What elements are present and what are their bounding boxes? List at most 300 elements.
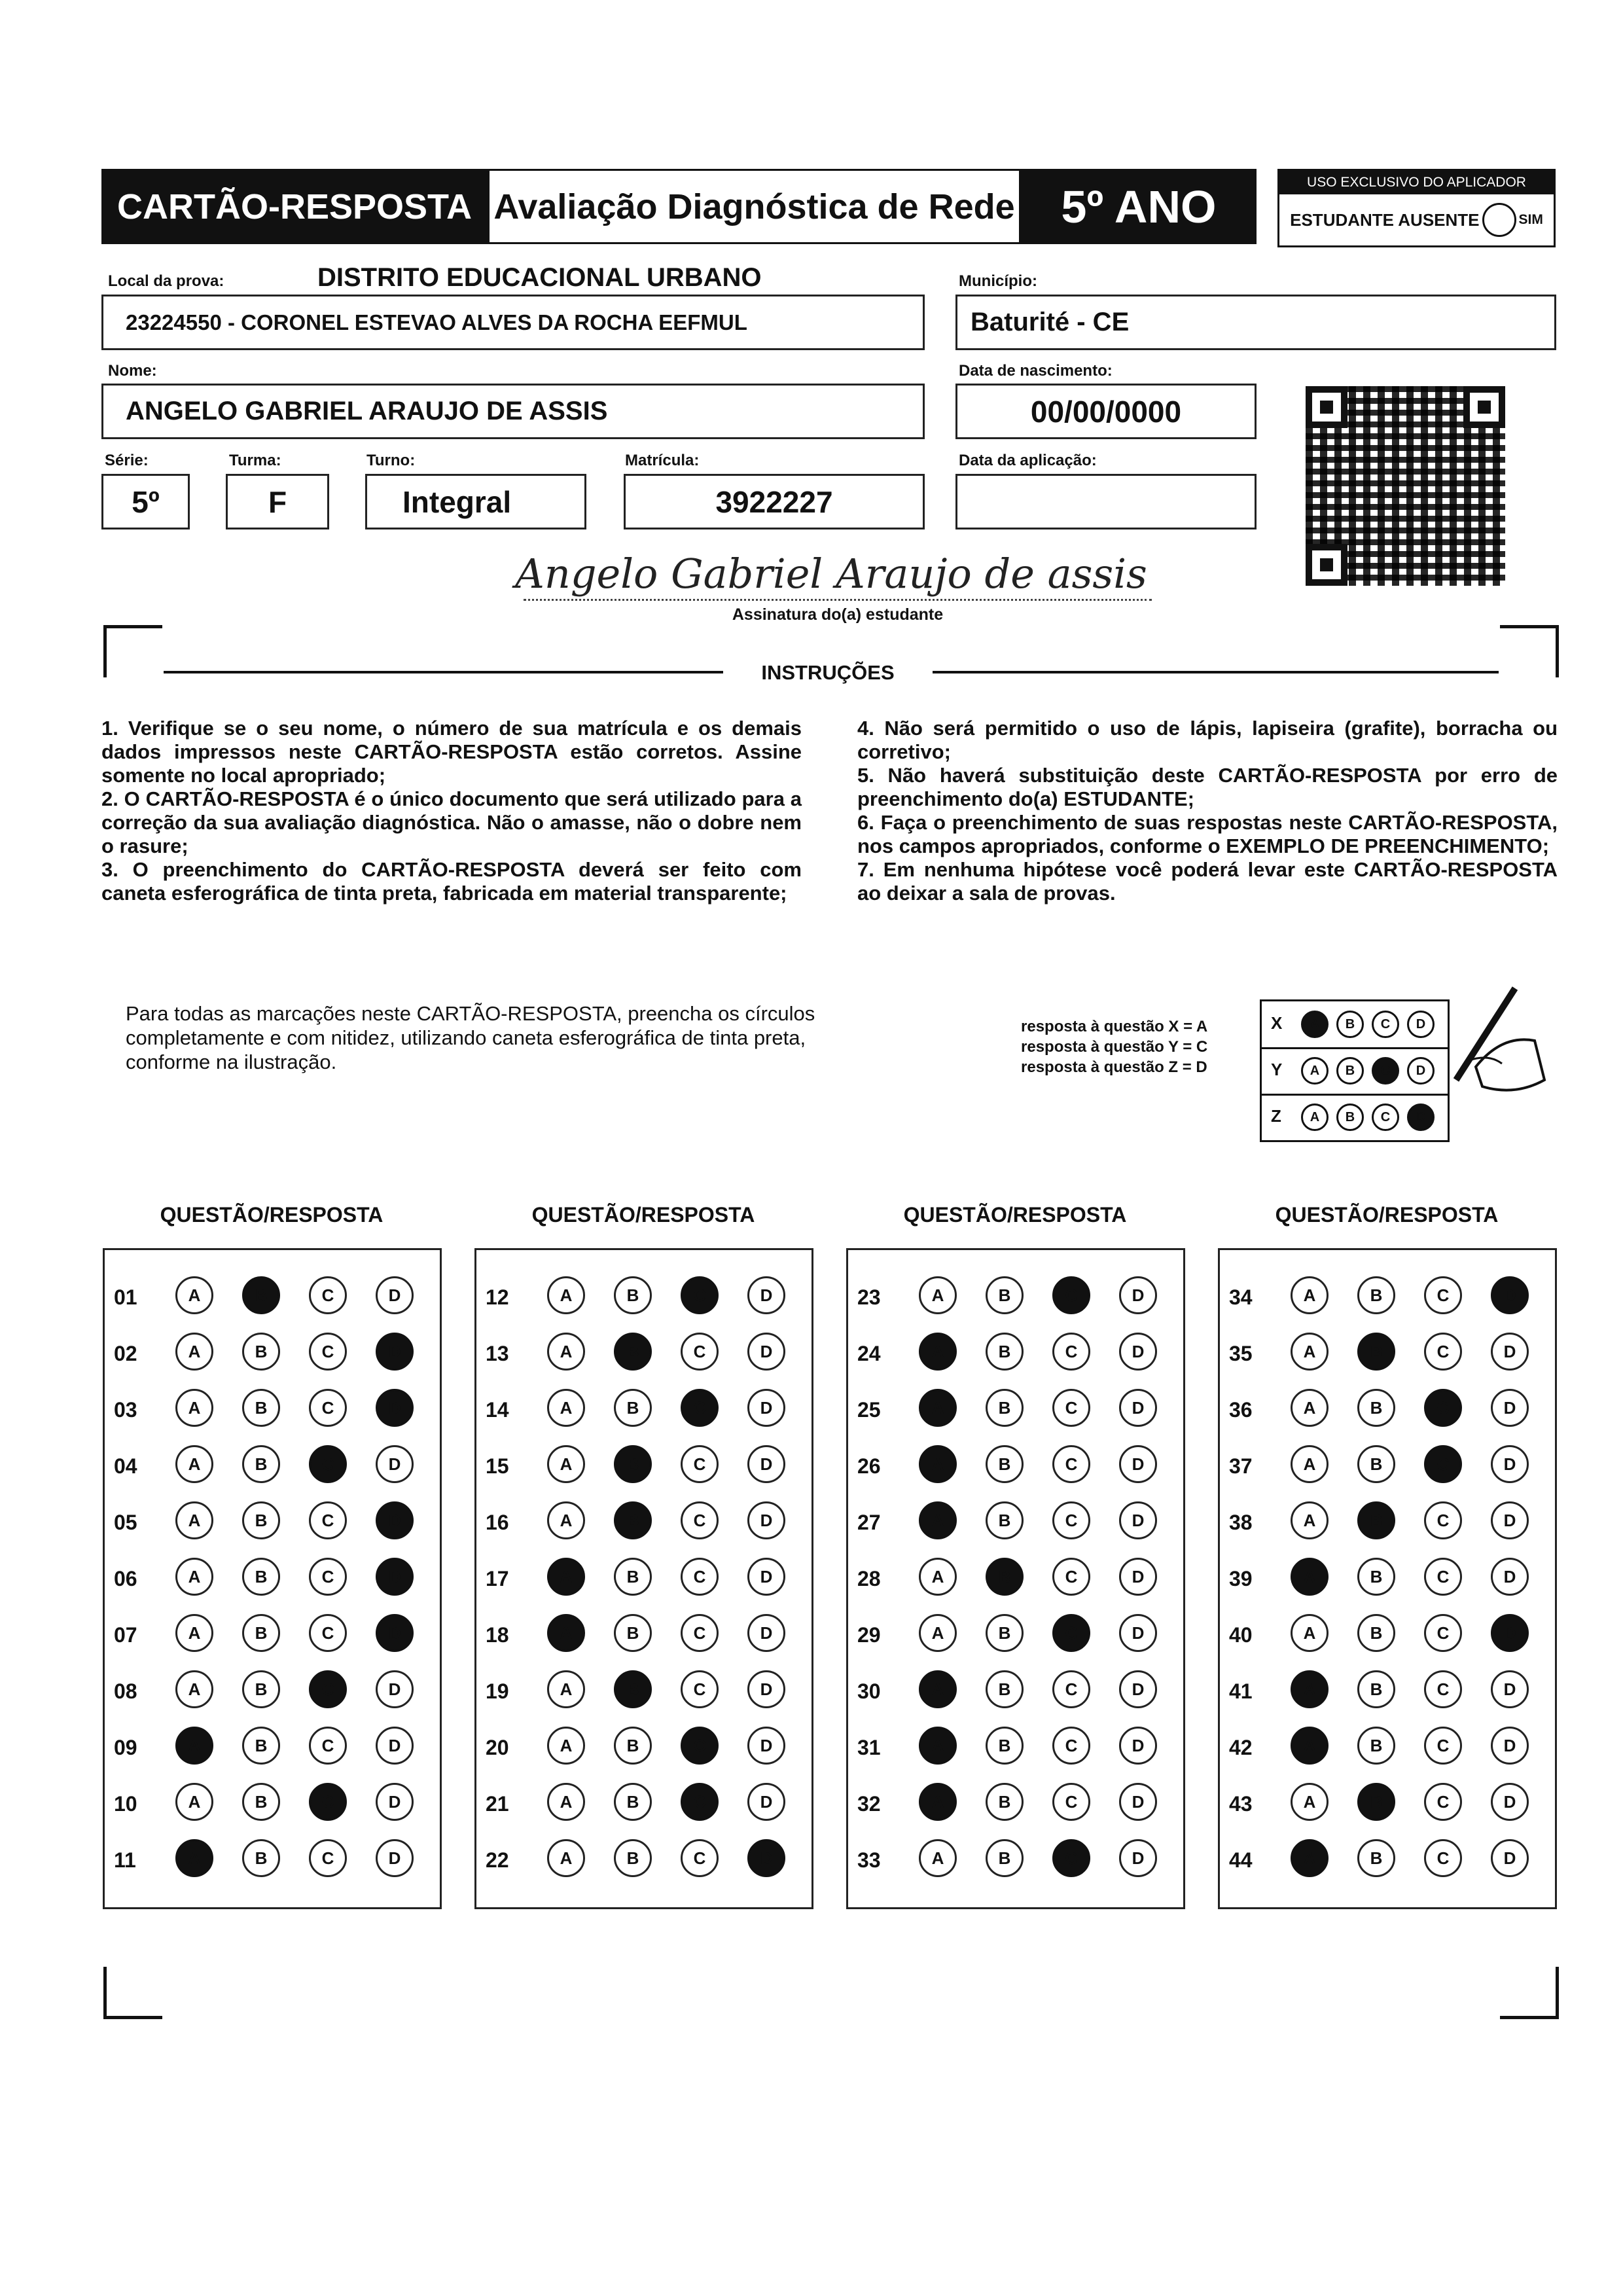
answer-bubble-d[interactable]: D [747,1670,785,1708]
turma-field [226,474,329,529]
answer-bubble-d[interactable]: D [747,1445,785,1483]
instruction-4: 4. Não será permitido o uso de lápis, lapiseira (grafite), borracha ou corretivo; [857,717,1558,763]
answer-bubble-c[interactable]: C [309,1783,347,1821]
answer-bubble-b[interactable]: B [986,1614,1024,1652]
answer-bubble-a[interactable]: A [1291,1839,1329,1877]
question-number: 15 [486,1454,509,1478]
question-number: 01 [114,1285,137,1309]
answer-bubble-b[interactable]: B [1357,1783,1395,1821]
answer-bubble-b[interactable]: B [614,1727,652,1765]
answer-bubble-d[interactable]: D [747,1276,785,1314]
answer-grid-4 [1218,1248,1557,1909]
answer-bubble-c[interactable]: C [1052,1670,1090,1708]
answer-bubble-b[interactable]: B [242,1670,280,1708]
answer-bubble-b[interactable]: B [614,1333,652,1371]
answer-bubble-a[interactable]: A [919,1445,957,1483]
answer-bubble-c[interactable]: C [1424,1501,1462,1539]
answer-bubble-a[interactable]: A [1291,1501,1329,1539]
answer-bubble-b[interactable]: B [614,1389,652,1427]
answer-row [1220,1389,1555,1428]
question-number: 25 [857,1398,881,1422]
answer-bubble-b[interactable]: B [1357,1839,1395,1877]
answer-bubble-d[interactable]: D [1491,1670,1529,1708]
answer-bubble-c[interactable]: C [309,1614,347,1652]
signature-line [524,599,1152,601]
question-number: 04 [114,1454,137,1478]
answer-bubble-b[interactable]: B [1357,1389,1395,1427]
example-row-label: X [1271,1013,1283,1033]
answer-bubble-d[interactable]: D [376,1333,414,1371]
answer-bubble-a[interactable]: A [919,1501,957,1539]
answer-bubble-d[interactable]: D [1491,1839,1529,1877]
answer-bubble-a[interactable]: A [547,1389,585,1427]
answer-bubble-b[interactable]: B [1357,1614,1395,1652]
corner-mark-bottom-right [1500,1967,1559,2019]
answer-bubble-d[interactable]: D [747,1389,785,1427]
answer-bubble-b[interactable]: B [986,1501,1024,1539]
answer-bubble-a[interactable]: A [175,1614,213,1652]
answer-bubble-b[interactable]: B [242,1727,280,1765]
answer-row [848,1276,1183,1316]
answer-row [476,1276,812,1316]
answer-bubble-d[interactable]: D [376,1670,414,1708]
answer-row [476,1839,812,1878]
answer-bubble-b[interactable]: B [1357,1727,1395,1765]
answer-bubble-a[interactable]: A [1291,1276,1329,1314]
corner-mark-top-left [103,625,162,677]
qr-code [1306,386,1505,586]
answer-row [1220,1501,1555,1541]
question-number: 18 [486,1623,509,1647]
answer-bubble-b[interactable]: B [242,1501,280,1539]
answer-bubble-d[interactable]: D [747,1839,785,1877]
question-number: 13 [486,1342,509,1365]
answer-bubble-d[interactable]: D [1119,1445,1157,1483]
answer-bubble-d[interactable]: D [1119,1670,1157,1708]
corner-mark-top-right [1500,625,1559,677]
answer-bubble-c[interactable]: C [681,1445,719,1483]
question-number: 34 [1229,1285,1253,1309]
answer-bubble-a[interactable]: A [1291,1670,1329,1708]
answer-row [476,1727,812,1766]
example-bubble-d: D [1407,1011,1435,1038]
answer-bubble-b[interactable]: B [242,1276,280,1314]
answer-bubble-c[interactable]: C [1052,1501,1090,1539]
answer-bubble-c[interactable]: C [1052,1389,1090,1427]
answer-bubble-d[interactable]: D [747,1558,785,1596]
answer-bubble-b[interactable]: B [242,1839,280,1877]
answer-bubble-c[interactable]: C [1052,1445,1090,1483]
answer-bubble-d[interactable]: D [747,1727,785,1765]
question-number: 11 [114,1848,136,1872]
question-number: 43 [1229,1792,1253,1816]
answer-bubble-a[interactable]: A [175,1276,213,1314]
answer-row [476,1333,812,1372]
answer-bubble-a[interactable]: A [547,1445,585,1483]
answer-bubble-c[interactable]: C [681,1501,719,1539]
answer-bubble-b[interactable]: B [242,1333,280,1371]
question-number: 29 [857,1623,881,1647]
answer-bubble-a[interactable]: A [175,1839,213,1877]
answer-bubble-a[interactable]: A [547,1783,585,1821]
column-title-3: QUESTÃO/RESPOSTA [903,1203,1127,1227]
answer-bubble-a[interactable]: A [547,1501,585,1539]
answer-row [105,1839,440,1878]
answer-bubble-b[interactable]: B [614,1670,652,1708]
answer-bubble-a[interactable]: A [1291,1558,1329,1596]
answer-bubble-b[interactable]: B [986,1333,1024,1371]
answer-bubble-b[interactable]: B [614,1614,652,1652]
municipio-value: Baturité - CE [971,308,1130,336]
answer-bubble-c[interactable]: C [309,1839,347,1877]
answer-bubble-d[interactable]: D [1119,1614,1157,1652]
answer-bubble-a[interactable]: A [547,1727,585,1765]
matricula-field [624,474,925,529]
answer-bubble-a[interactable]: A [919,1333,957,1371]
example-row-label: Y [1271,1060,1283,1079]
answer-bubble-b[interactable]: B [986,1783,1024,1821]
answer-bubble-d[interactable]: D [376,1445,414,1483]
answer-bubble-d[interactable]: D [376,1501,414,1539]
answer-bubble-b[interactable]: B [1357,1445,1395,1483]
answer-row [105,1276,440,1316]
answer-bubble-d[interactable]: D [1491,1333,1529,1371]
answer-bubble-c[interactable]: C [1424,1389,1462,1427]
answer-bubble-c[interactable]: C [309,1389,347,1427]
answer-bubble-c[interactable]: C [681,1333,719,1371]
answer-bubble-d[interactable]: D [1119,1783,1157,1821]
answer-bubble-a[interactable]: A [175,1670,213,1708]
nascimento-value: 00/00/0000 [1030,394,1182,429]
question-number: 17 [486,1567,509,1590]
example-bubble-d: D [1407,1057,1435,1085]
answer-bubble-c[interactable]: C [309,1276,347,1314]
answer-bubble-a[interactable]: A [547,1670,585,1708]
answer-bubble-b[interactable]: B [986,1558,1024,1596]
answer-bubble-a[interactable]: A [547,1839,585,1877]
instructions-title: INSTRUÇÕES [761,661,895,684]
answer-bubble-c[interactable]: C [1424,1333,1462,1371]
answer-bubble-a[interactable]: A [919,1558,957,1596]
instruction-3: 3. O preenchimento do CARTÃO-RESPOSTA deverá ser feito com caneta esferográfica de tinta preta, fabricada em material transparente; [101,858,802,905]
answer-bubble-c[interactable]: C [1052,1727,1090,1765]
example-legend-z: resposta à questão Z = D [1021,1058,1207,1076]
answer-row [848,1727,1183,1766]
answer-bubble-a[interactable]: A [919,1389,957,1427]
answer-bubble-d[interactable]: D [747,1501,785,1539]
example-row [1262,1048,1448,1096]
answer-row [105,1445,440,1484]
example-legend-y: resposta à questão Y = C [1021,1038,1208,1056]
example-bubble-b: B [1336,1011,1364,1038]
column-title-4: QUESTÃO/RESPOSTA [1275,1203,1499,1227]
grade-badge-text: 5º ANO [1061,181,1217,232]
answer-bubble-c[interactable]: C [309,1670,347,1708]
answer-bubble-b[interactable]: B [614,1445,652,1483]
signature: Angelo Gabriel Araujo de assis [515,550,1147,598]
answer-row [476,1501,812,1541]
answer-bubble-d[interactable]: D [1491,1276,1529,1314]
answer-bubble-b[interactable]: B [1357,1501,1395,1539]
answer-bubble-a[interactable]: A [547,1333,585,1371]
answer-bubble-c[interactable]: C [1052,1276,1090,1314]
answer-row [1220,1670,1555,1710]
question-number: 21 [486,1792,509,1816]
answer-bubble-d[interactable]: D [1491,1783,1529,1821]
answer-row [848,1558,1183,1597]
answer-row [105,1614,440,1653]
answer-bubble-a[interactable]: A [1291,1445,1329,1483]
question-number: 27 [857,1511,881,1534]
answer-row [105,1333,440,1372]
answer-bubble-c[interactable]: C [681,1839,719,1877]
answer-bubble-b[interactable]: B [242,1783,280,1821]
instruction-2: 2. O CARTÃO-RESPOSTA é o único documento que será utilizado para a correção da sua avaliação diagnóstica. Não o amasse, não o dobre nem o rasure; [101,787,802,857]
pen-illustration [1436,982,1548,1100]
answer-bubble-c[interactable]: C [1424,1839,1462,1877]
answer-bubble-d[interactable]: D [376,1276,414,1314]
answer-bubble-c[interactable]: C [309,1333,347,1371]
answer-bubble-d[interactable]: D [747,1783,785,1821]
serie-label: Série: [105,452,149,469]
answer-bubble-c[interactable]: C [681,1558,719,1596]
example-bubble-a: A [1301,1011,1329,1038]
answer-bubble-d[interactable]: D [1119,1501,1157,1539]
answer-bubble-d[interactable]: D [376,1558,414,1596]
local-district: DISTRITO EDUCACIONAL URBANO [317,263,762,292]
exam-title-box [488,169,1021,244]
answer-bubble-d[interactable]: D [1491,1727,1529,1765]
question-number: 26 [857,1454,881,1478]
answer-bubble-d[interactable]: D [1491,1614,1529,1652]
question-number: 14 [486,1398,509,1422]
serie-field [101,474,190,529]
signature-label: Assinatura do(a) estudante [732,605,944,624]
matricula-value: 3922227 [715,484,833,519]
nome-field [101,384,925,439]
answer-bubble-c[interactable]: C [681,1276,719,1314]
answer-bubble-d[interactable]: D [747,1614,785,1652]
answer-bubble-a[interactable]: A [175,1333,213,1371]
answer-bubble-a[interactable]: A [919,1783,957,1821]
question-number: 28 [857,1567,881,1590]
answer-bubble-c[interactable]: C [681,1614,719,1652]
answer-row [1220,1445,1555,1484]
answer-bubble-d[interactable]: D [376,1614,414,1652]
answer-bubble-c[interactable]: C [1052,1558,1090,1596]
question-number: 44 [1229,1848,1253,1872]
answer-bubble-a[interactable]: A [919,1727,957,1765]
answer-bubble-c[interactable]: C [681,1727,719,1765]
instructions-rule-right [933,671,1499,673]
answer-bubble-a[interactable]: A [547,1276,585,1314]
absent-bubble[interactable] [1482,203,1516,237]
question-number: 35 [1229,1342,1253,1365]
answer-bubble-b[interactable]: B [986,1445,1024,1483]
answer-bubble-a[interactable]: A [1291,1783,1329,1821]
question-number: 41 [1229,1679,1253,1703]
question-number: 31 [857,1736,881,1759]
answer-grid-1 [103,1248,442,1909]
answer-row [105,1670,440,1710]
answer-bubble-b[interactable]: B [614,1783,652,1821]
answer-bubble-c[interactable]: C [1424,1783,1462,1821]
answer-bubble-b[interactable]: B [986,1670,1024,1708]
answer-bubble-a[interactable]: A [175,1727,213,1765]
answer-bubble-d[interactable]: D [1119,1276,1157,1314]
answer-bubble-d[interactable]: D [376,1783,414,1821]
instruction-5: 5. Não haverá substituição deste CARTÃO-RESPOSTA por erro de preenchimento do(a) ESTUDANTE; [857,764,1558,810]
answer-bubble-d[interactable]: D [1491,1389,1529,1427]
answer-bubble-c[interactable]: C [1052,1333,1090,1371]
answer-bubble-b[interactable]: B [614,1276,652,1314]
answer-bubble-a[interactable]: A [1291,1333,1329,1371]
answer-grid-2 [474,1248,813,1909]
answer-bubble-b[interactable]: B [614,1839,652,1877]
answer-bubble-a[interactable]: A [1291,1389,1329,1427]
answer-grid-3 [846,1248,1185,1909]
answer-bubble-c[interactable]: C [309,1501,347,1539]
nome-value: ANGELO GABRIEL ARAUJO DE ASSIS [126,397,608,425]
answer-row [1220,1783,1555,1822]
answer-bubble-a[interactable]: A [919,1670,957,1708]
answer-bubble-b[interactable]: B [1357,1558,1395,1596]
answer-bubble-c[interactable]: C [681,1783,719,1821]
turma-label: Turma: [229,452,281,469]
answer-bubble-a[interactable]: A [175,1389,213,1427]
answer-bubble-b[interactable]: B [1357,1333,1395,1371]
answer-bubble-b[interactable]: B [986,1389,1024,1427]
question-number: 36 [1229,1398,1253,1422]
question-number: 38 [1229,1511,1253,1534]
instructions-left [101,717,802,905]
question-number: 16 [486,1511,509,1534]
answer-bubble-c[interactable]: C [309,1445,347,1483]
answer-row [848,1614,1183,1653]
question-number: 19 [486,1679,509,1703]
applicator-box [1277,169,1556,247]
question-number: 30 [857,1679,881,1703]
question-number: 12 [486,1285,509,1309]
answer-bubble-c[interactable]: C [309,1727,347,1765]
absent-label: ESTUDANTE AUSENTE [1290,209,1480,230]
answer-bubble-c[interactable]: C [1424,1445,1462,1483]
question-number: 20 [486,1736,509,1759]
answer-bubble-a[interactable]: A [1291,1727,1329,1765]
example-legend-x: resposta à questão X = A [1021,1018,1208,1035]
answer-bubble-d[interactable]: D [1119,1839,1157,1877]
answer-bubble-d[interactable]: D [1119,1558,1157,1596]
question-number: 02 [114,1342,137,1365]
answer-row [476,1783,812,1822]
answer-bubble-b[interactable]: B [1357,1276,1395,1314]
column-title-1: QUESTÃO/RESPOSTA [160,1203,383,1227]
answer-bubble-c[interactable]: C [1424,1276,1462,1314]
instruction-6: 6. Faça o preenchimento de suas respostas neste CARTÃO-RESPOSTA, nos campos apropriados, conforme o EXEMPLO DE PREENCHIMENTO; [857,811,1558,857]
answer-bubble-b[interactable]: B [242,1445,280,1483]
example-grid [1260,999,1450,1142]
answer-bubble-c[interactable]: C [309,1558,347,1596]
answer-bubble-c[interactable]: C [1424,1670,1462,1708]
example-bubble-a: A [1301,1057,1329,1085]
answer-bubble-a[interactable]: A [175,1558,213,1596]
answer-row [1220,1333,1555,1372]
answer-row [1220,1614,1555,1653]
answer-bubble-c[interactable]: C [681,1670,719,1708]
answer-row [848,1389,1183,1428]
answer-bubble-c[interactable]: C [1424,1558,1462,1596]
corner-mark-bottom-left [103,1967,162,2019]
turno-label: Turno: [366,452,416,469]
answer-bubble-a[interactable]: A [175,1445,213,1483]
answer-bubble-c[interactable]: C [1424,1727,1462,1765]
answer-bubble-b[interactable]: B [986,1839,1024,1877]
answer-bubble-a[interactable]: A [1291,1614,1329,1652]
answer-bubble-b[interactable]: B [614,1558,652,1596]
answer-row [848,1445,1183,1484]
answer-bubble-a[interactable]: A [919,1276,957,1314]
answer-bubble-a[interactable]: A [175,1783,213,1821]
answer-row [105,1783,440,1822]
answer-row [1220,1276,1555,1316]
answer-row [476,1670,812,1710]
answer-bubble-d[interactable]: D [376,1727,414,1765]
answer-bubble-c[interactable]: C [1052,1839,1090,1877]
answer-bubble-a[interactable]: A [547,1558,585,1596]
answer-bubble-b[interactable]: B [1357,1670,1395,1708]
exam-title: Avaliação Diagnóstica de Rede [493,187,1015,226]
answer-bubble-b[interactable]: B [242,1558,280,1596]
answer-bubble-d[interactable]: D [1491,1558,1529,1596]
instructions-rule-left [164,671,723,673]
answer-bubble-d[interactable]: D [376,1389,414,1427]
answer-bubble-a[interactable]: A [175,1501,213,1539]
answer-bubble-b[interactable]: B [242,1614,280,1652]
example-bubble-b: B [1336,1103,1364,1131]
answer-bubble-d[interactable]: D [1119,1333,1157,1371]
answer-bubble-d[interactable]: D [1491,1501,1529,1539]
answer-bubble-b[interactable]: B [614,1501,652,1539]
answer-bubble-c[interactable]: C [1424,1614,1462,1652]
turno-value: Integral [402,484,512,519]
answer-row [105,1727,440,1766]
example-bubble-d: D [1407,1103,1435,1131]
answer-row [848,1333,1183,1372]
answer-bubble-a[interactable]: A [919,1839,957,1877]
answer-bubble-c[interactable]: C [1052,1783,1090,1821]
answer-bubble-b[interactable]: B [242,1389,280,1427]
aplicacao-field [955,474,1257,529]
question-number: 03 [114,1398,137,1422]
answer-bubble-c[interactable]: C [1052,1614,1090,1652]
answer-bubble-d[interactable]: D [1119,1389,1157,1427]
answer-row [105,1389,440,1428]
answer-bubble-d[interactable]: D [1119,1727,1157,1765]
question-number: 40 [1229,1623,1253,1647]
example-bubble-c: C [1372,1103,1399,1131]
question-number: 37 [1229,1454,1253,1478]
answer-bubble-d[interactable]: D [376,1839,414,1877]
column-title-2: QUESTÃO/RESPOSTA [531,1203,755,1227]
answer-bubble-b[interactable]: B [986,1727,1024,1765]
answer-bubble-b[interactable]: B [986,1276,1024,1314]
answer-bubble-d[interactable]: D [1491,1445,1529,1483]
answer-bubble-d[interactable]: D [747,1333,785,1371]
answer-row [848,1501,1183,1541]
answer-bubble-c[interactable]: C [681,1389,719,1427]
answer-bubble-a[interactable]: A [919,1614,957,1652]
answer-bubble-a[interactable]: A [547,1614,585,1652]
